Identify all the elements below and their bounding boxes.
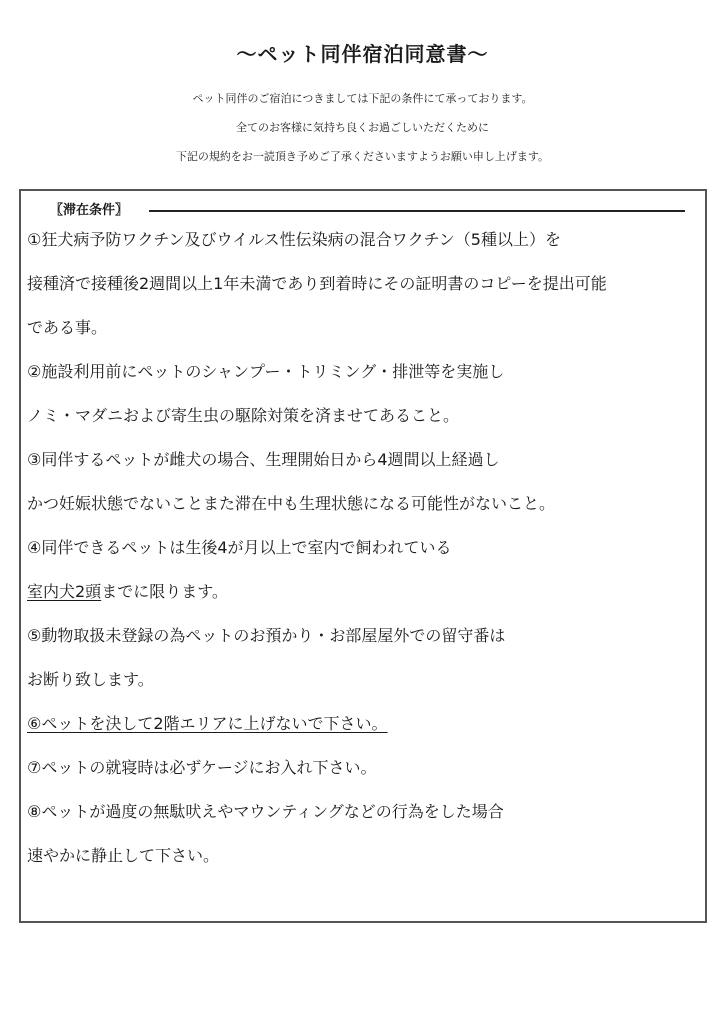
condition-2-line-1: ②施設利用前にペットのシャンプー・トリミング・排泄等を実施し	[27, 362, 505, 381]
intro-line-2: 全てのお客様に気持ち良くお過ごしいただくために	[236, 121, 489, 134]
document-title: 〜ペット同伴宿泊同意書〜	[236, 42, 489, 66]
condition-3-line-1: ③同伴するペットが雌犬の場合、生理開始日から4週間以上経過し	[27, 450, 500, 469]
condition-7-line-1: ⑦ペットの就寝時は必ずケージにお入れ下さい。	[27, 758, 377, 777]
condition-3-line-2: かつ妊娠状態でないことまた滞在中も生理状態になる可能性がないこと。	[27, 494, 556, 513]
condition-1-line-1: ①狂犬病予防ワクチン及びウイルス性伝染病の混合ワクチン（5種以上）を	[27, 230, 561, 249]
intro-line-3: 下記の規約をお一読頂き予めご了承くださいますようお願い申し上げます。	[175, 150, 550, 163]
conditions-box	[19, 189, 707, 923]
condition-4-line-2	[27, 582, 228, 602]
condition-1-line-3: である事。	[27, 318, 108, 337]
condition-5-line-1: ⑤動物取扱未登録の為ペットのお預かり・お部屋屋外での留守番は	[27, 626, 506, 645]
header-rule	[149, 210, 685, 212]
condition-4-rest: までに限ります。	[101, 582, 228, 601]
condition-2-line-2: ノミ・マダニおよび寄生虫の駆除対策を済ませてあること。	[27, 406, 460, 425]
condition-5-line-2: お断り致します。	[27, 670, 154, 689]
condition-6-line-1: ⑥ペットを決して2階エリアに上げないで下さい。	[27, 714, 388, 733]
condition-1-line-2: 接種済で接種後2週間以上1年未満であり到着時にその証明書のコピーを提出可能	[27, 274, 607, 293]
condition-4-line-1: ④同伴できるペットは生後4が月以上で室内で飼われている	[27, 538, 452, 557]
condition-8-line-2: 速やかに静止して下さい。	[27, 846, 220, 865]
intro-line-1: ペット同伴のご宿泊につきましては下記の条件にて承っております。	[192, 92, 533, 105]
condition-8-line-1: ⑧ペットが過度の無駄吠えやマウンティングなどの行為をした場合	[27, 802, 504, 821]
condition-4-emphasis: 室内犬2頭	[27, 582, 102, 601]
conditions-header: 〖滞在条件〗	[50, 203, 129, 218]
